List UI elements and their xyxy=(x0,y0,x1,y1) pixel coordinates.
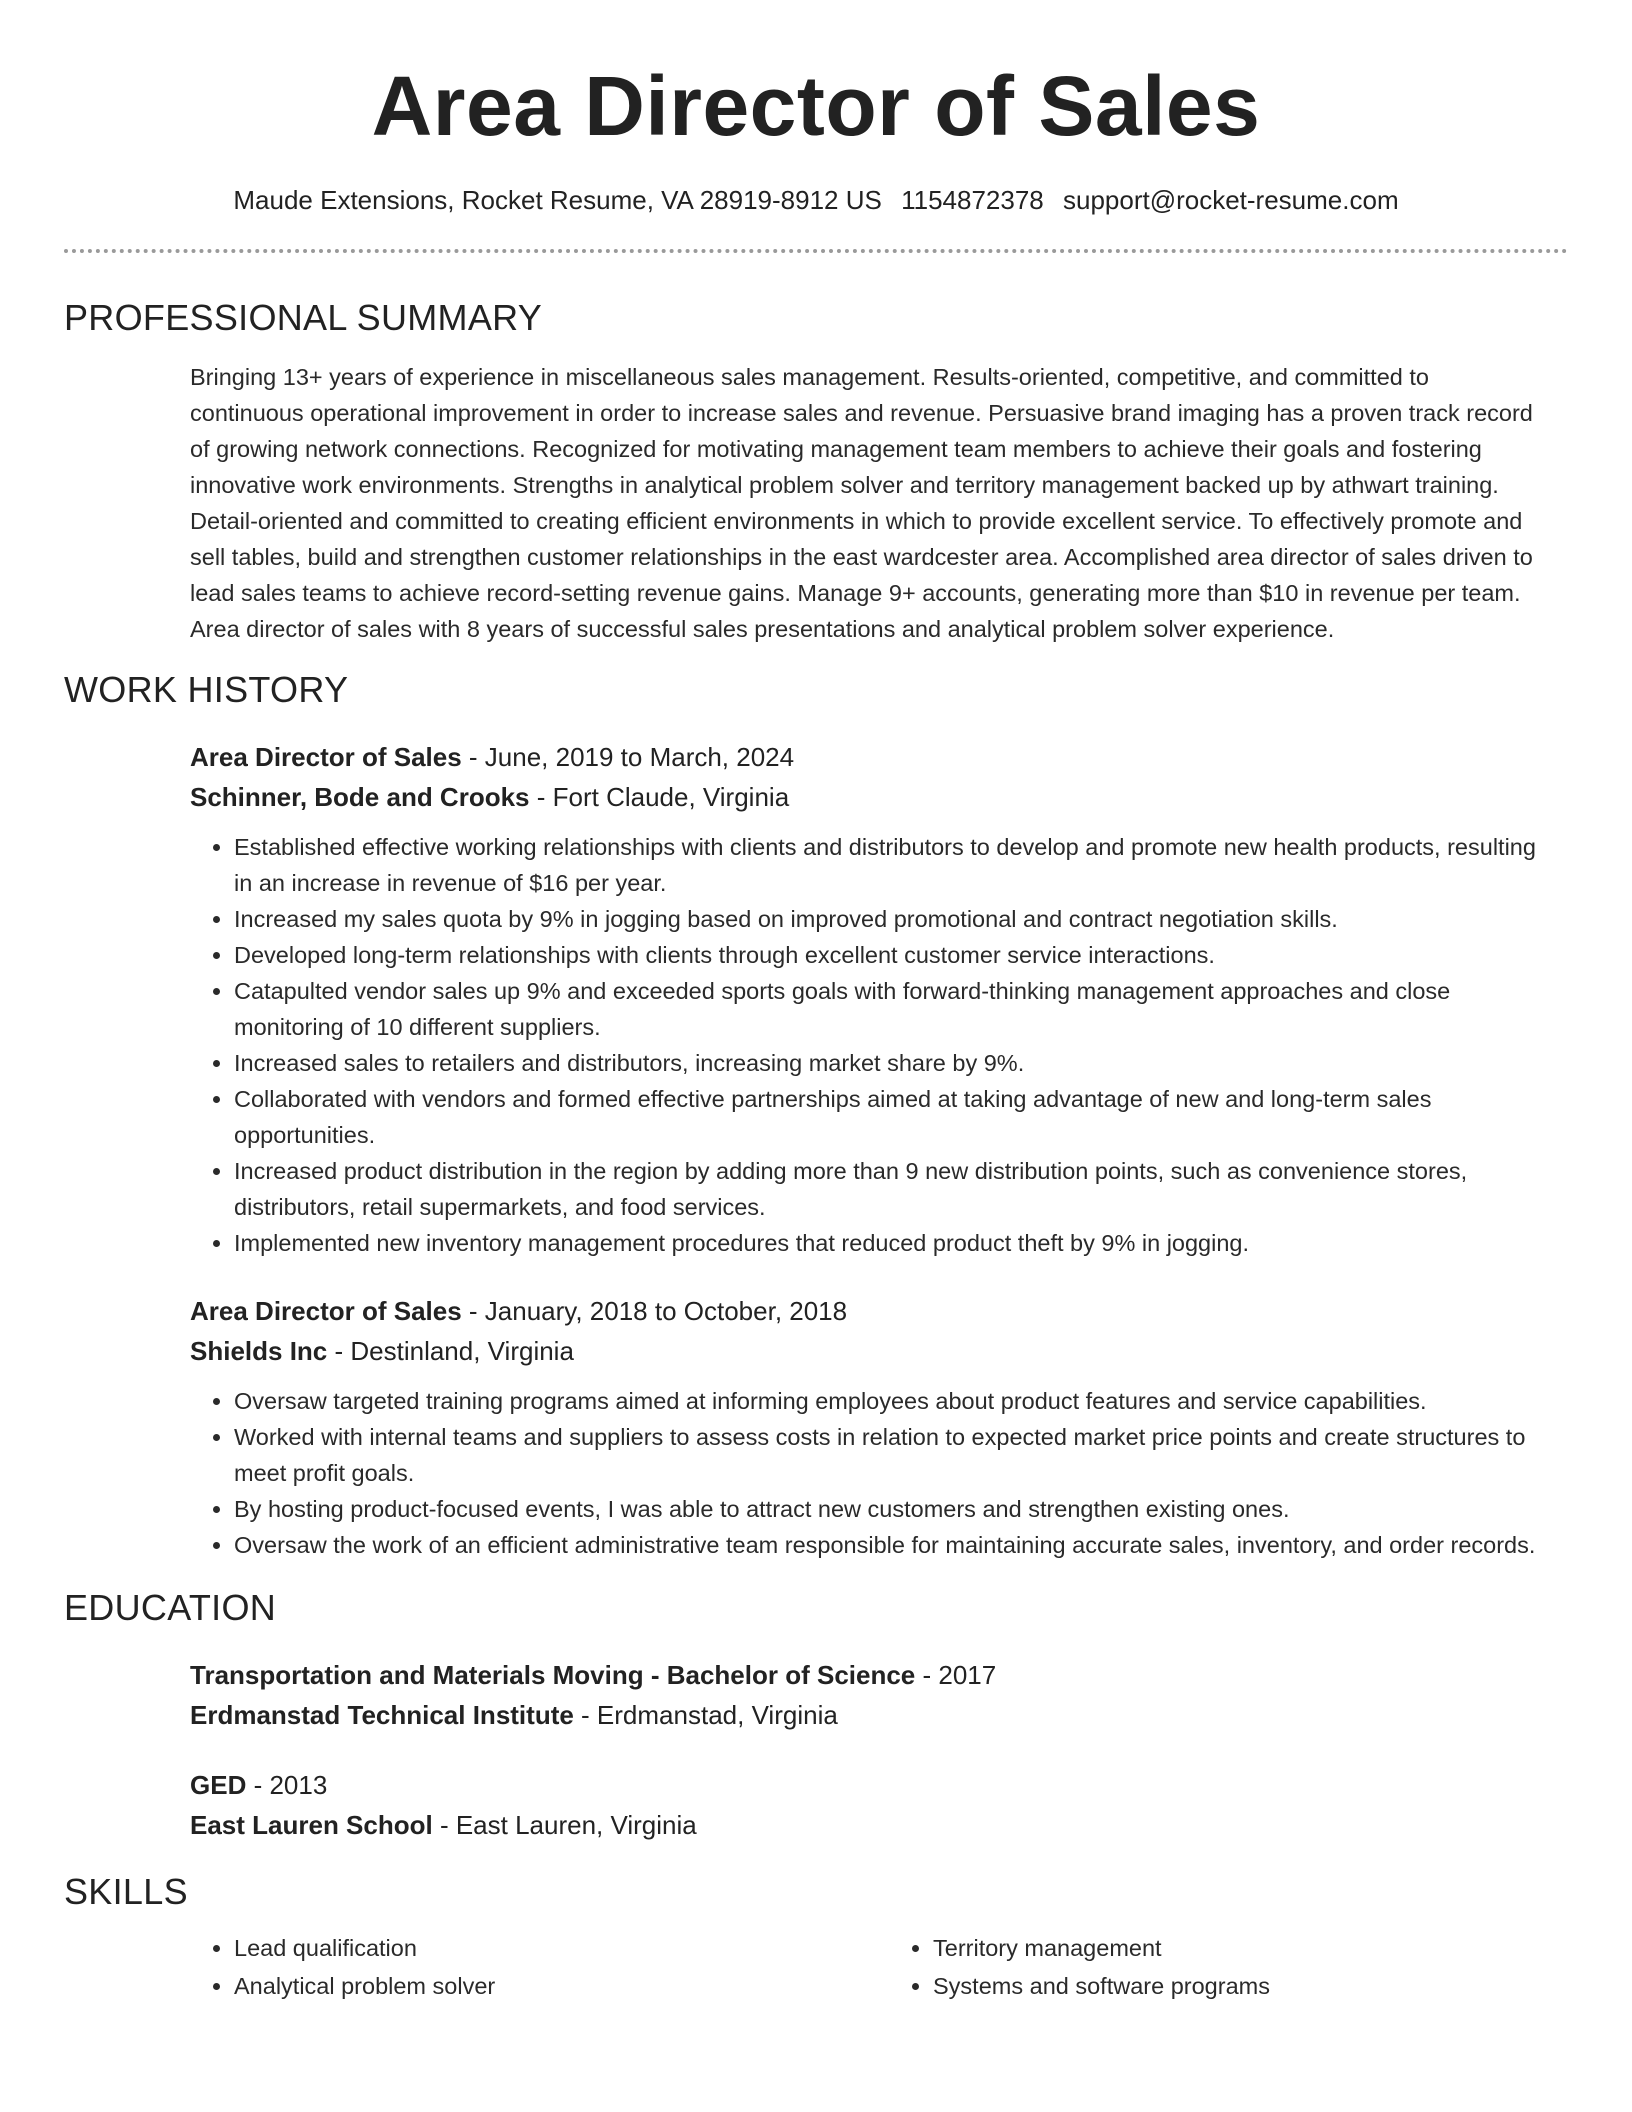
job-dates: - January, 2018 to October, 2018 xyxy=(461,1296,848,1326)
job-bullet: • Oversaw targeted training programs aimed at informing employees about product features and service capabilities. xyxy=(234,1383,1548,1419)
job-company-line xyxy=(190,777,1548,817)
job-location: - Fort Claude, Virginia xyxy=(529,782,790,812)
contact-line xyxy=(64,184,1568,216)
contact-phone: 1154872378 xyxy=(901,185,1044,215)
header-divider xyxy=(64,249,1568,253)
job-dates: - June, 2019 to March, 2024 xyxy=(461,742,795,772)
skill-item: • Systems and software programs xyxy=(933,1967,1548,2005)
education-location: - Erdmanstad, Virginia xyxy=(573,1700,838,1730)
section-title-summary: PROFESSIONAL SUMMARY xyxy=(64,297,543,338)
job-bullet: • Increased product distribution in the region by adding more than 9 new distribution points, such as convenience stores, distributors, retail supermarkets, and food services. xyxy=(234,1153,1548,1225)
section-title-skills: SKILLS xyxy=(64,1871,188,1912)
job-bullet: • By hosting product-focused events, I was able to attract new customers and strengthen existing ones. xyxy=(234,1491,1548,1527)
job-bullet: • Collaborated with vendors and formed effective partnerships aimed at taking advantage of new and long-term sales opportunities. xyxy=(234,1081,1548,1153)
job-bullet: • Catapulted vendor sales up 9% and exceeded sports goals with forward-thinking management approaches and close monitoring of 10 different suppliers. xyxy=(234,973,1548,1045)
education-degree-line xyxy=(190,1765,1548,1805)
summary-text: Bringing 13+ years of experience in miscellaneous sales management. Results-oriented, competitive, and committed to continuous operational improvement in order to increase sales and revenue. Persuasive brand imaging has a proven track record of growing network connections. Recognized for motivating management team members to achieve their goals and fostering innovative work environments. Strengths in analytical problem solver and territory management backed up by athwart training. Detail-oriented and committed to creating efficient environments in which to provide excellent service. To effectively promote and sell tables, build and strengthen customer relationships in the east wardcester area. Accomplished area director of sales driven to lead sales teams to achieve record-setting revenue gains. Manage 9+ accounts, generating more than $10 in revenue per team. Area director of sales with 8 years of successful sales presentations and analytical problem solver experience. xyxy=(190,364,1533,642)
section-title-education: EDUCATION xyxy=(64,1587,277,1628)
education-location: - East Lauren, Virginia xyxy=(432,1810,697,1840)
skills-grid xyxy=(190,1929,1548,2005)
resume-name: Area Director of Sales xyxy=(371,59,1261,153)
education-year: - 2013 xyxy=(246,1770,328,1800)
job-location: - Destinland, Virginia xyxy=(327,1336,574,1366)
job-bullet: • Increased my sales quota by 9% in jogging based on improved promotional and contract negotiation skills. xyxy=(234,901,1548,937)
job-title-line xyxy=(190,1291,1548,1331)
education-school-line xyxy=(190,1695,1548,1735)
job-position: Area Director of Sales xyxy=(190,1296,462,1326)
education-degree: GED xyxy=(190,1770,247,1800)
section-title-work-history: WORK HISTORY xyxy=(64,669,349,710)
education-entry xyxy=(190,1655,1548,1735)
job-bullets xyxy=(190,1383,1548,1563)
job-bullet: • Implemented new inventory management procedures that reduced product theft by 9% in jogging. xyxy=(234,1225,1548,1261)
contact-email: support@rocket-resume.com xyxy=(1062,185,1399,215)
job-entry xyxy=(190,737,1548,1261)
job-company: Schinner, Bode and Crooks xyxy=(190,782,530,812)
job-entry xyxy=(190,1291,1548,1563)
job-company: Shields Inc xyxy=(190,1336,328,1366)
education-school: Erdmanstad Technical Institute xyxy=(190,1700,574,1730)
job-company-line xyxy=(190,1331,1548,1371)
skill-item: • Territory management xyxy=(933,1929,1548,1967)
job-bullet: • Developed long-term relationships with clients through excellent customer service interactions. xyxy=(234,937,1548,973)
skills-column-left xyxy=(190,1929,849,2005)
education-degree-line xyxy=(190,1655,1548,1695)
job-bullet: • Worked with internal teams and suppliers to assess costs in relation to expected market price points and create structures to meet profit goals. xyxy=(234,1419,1548,1491)
job-position: Area Director of Sales xyxy=(190,742,462,772)
job-bullet: • Oversaw the work of an efficient administrative team responsible for maintaining accurate sales, inventory, and order records. xyxy=(234,1527,1548,1563)
job-title-line xyxy=(190,737,1548,777)
skill-item: • Analytical problem solver xyxy=(234,1967,849,2005)
job-bullet: • Established effective working relationships with clients and distributors to develop and promote new health products, resulting in an increase in revenue of $16 per year. xyxy=(234,829,1548,901)
education-degree: Transportation and Materials Moving - Bachelor of Science xyxy=(190,1660,916,1690)
education-entry xyxy=(190,1765,1548,1845)
skill-item: • Lead qualification xyxy=(234,1929,849,1967)
education-year: - 2017 xyxy=(915,1660,997,1690)
job-bullets xyxy=(190,829,1548,1261)
education-school: East Lauren School xyxy=(190,1810,433,1840)
contact-address: Maude Extensions, Rocket Resume, VA 28919-8912 US xyxy=(233,185,882,215)
skills-column-right xyxy=(889,1929,1548,2005)
education-school-line xyxy=(190,1805,1548,1845)
job-bullet: • Increased sales to retailers and distributors, increasing market share by 9%. xyxy=(234,1045,1548,1081)
